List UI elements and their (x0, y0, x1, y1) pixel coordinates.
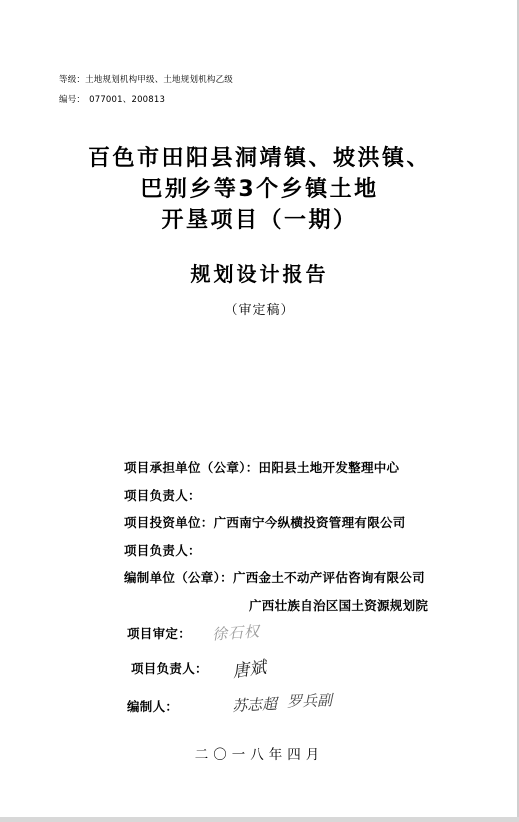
manager-signature: 唐斌 (231, 657, 268, 683)
editor-signature-2: 罗兵副 (286, 691, 333, 711)
investor-manager-label: 项目负责人： (124, 543, 201, 558)
page-bottom-edge (0, 817, 519, 822)
document-title-line-3: 开垦项目（一期） (161, 208, 358, 233)
investor-unit: 项目投资单位：广西南宁今纵横投资管理有限公司 (124, 515, 406, 530)
report-date: 二〇一八年四月 (194, 747, 325, 763)
undertaker-manager-label: 项目负责人： (124, 488, 201, 503)
draft-status: （审定稿） (224, 303, 295, 318)
qualification-grade: 等级：土地规划机构甲级、土地规划机构乙级 (59, 75, 234, 85)
document-number (59, 93, 165, 105)
editor-signature-1: 苏志超 (231, 694, 278, 716)
compiler-unit-second: 广西壮族自治区国土资源规划院 (249, 598, 429, 613)
reviewer-label: 项目审定： (127, 626, 192, 641)
undertaker-unit: 项目承担单位（公章）：田阳县土地开发整理中心 (124, 460, 400, 475)
report-subtitle: 规划设计报告 (190, 262, 329, 286)
document-number-value: 077001、200813 (89, 95, 166, 105)
editor-label: 编制人： (127, 699, 179, 714)
compiler-unit: 编制单位（公章）：广西金土不动产评估咨询有限公司 (124, 570, 425, 585)
document-title-line-2: 巴别乡等3个乡镇土地 (140, 177, 379, 202)
document-number-label: 编号： (59, 95, 86, 105)
project-manager-label: 项目负责人： (131, 661, 208, 676)
document-title-line-1: 百色市田阳县洞靖镇、坡洪镇、 (87, 146, 431, 171)
reviewer-signature: 徐石权 (211, 622, 261, 644)
